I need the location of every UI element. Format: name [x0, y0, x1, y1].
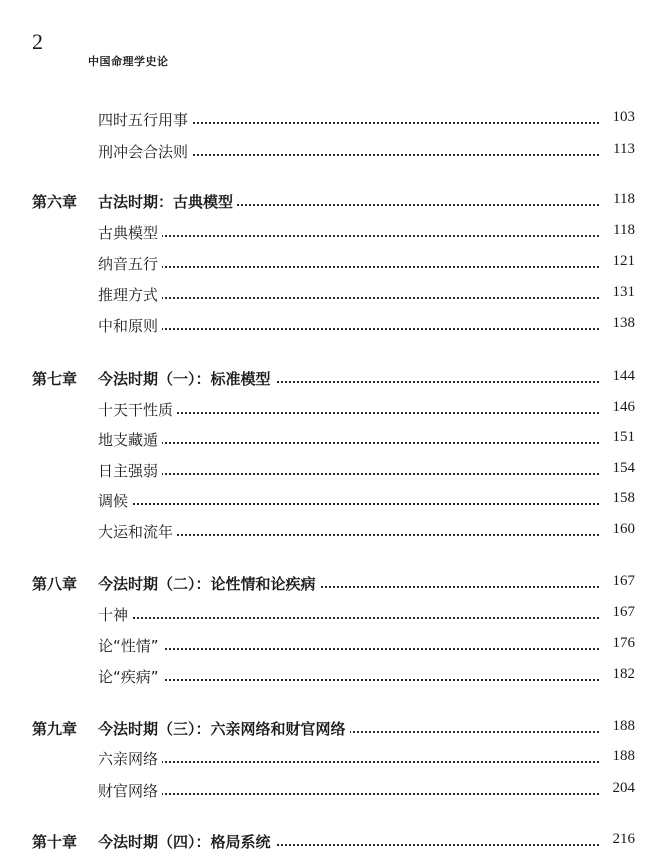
toc-chapter-row [0, 825, 650, 857]
running-header: 中国命理学史论 [88, 55, 169, 68]
page-ref: 182 [600, 666, 635, 683]
chapter-title: 今法时期（一）：标准模型 [98, 368, 275, 389]
toc-section-row [0, 247, 650, 279]
section-title: 财官网络 [98, 780, 162, 801]
section-title: 十神 [98, 604, 132, 625]
toc-section-row [0, 454, 650, 486]
dot-leader [98, 648, 606, 650]
toc-section-row [0, 393, 650, 425]
page-ref: 204 [600, 780, 635, 797]
chapter-title: 今法时期（三）：六亲网络和财官网络 [98, 718, 350, 739]
section-title: 地支藏遁 [98, 429, 162, 450]
chapter-number: 第九章 [32, 720, 78, 738]
toc-section-row [0, 103, 650, 135]
chapter-number: 第七章 [32, 370, 78, 388]
section-title: 刑冲会合法则 [98, 141, 192, 162]
page-ref: 113 [600, 141, 635, 158]
section-title: 古典模型 [98, 222, 162, 243]
page-ref: 167 [600, 573, 635, 590]
dot-leader [98, 679, 606, 681]
dot-leader [98, 793, 606, 795]
section-title: 论“性情” [98, 635, 163, 656]
page-ref: 151 [600, 429, 635, 446]
toc-section-row [0, 309, 650, 341]
section-title: 四时五行用事 [98, 109, 192, 130]
toc-chapter-row [0, 712, 650, 744]
dot-leader [98, 442, 606, 444]
section-title: 日主强弱 [98, 460, 162, 481]
chapter-number: 第八章 [32, 575, 78, 593]
chapter-title: 今法时期（四）：格局系统 [98, 831, 275, 852]
page-ref: 118 [600, 222, 635, 239]
toc-section-row [0, 598, 650, 630]
toc-section-row [0, 629, 650, 661]
toc-section-row [0, 216, 650, 248]
toc-section-row [0, 515, 650, 547]
section-title: 纳音五行 [98, 253, 162, 274]
page-ref: 118 [600, 191, 635, 208]
page-ref: 144 [600, 368, 635, 385]
toc-section-row [0, 742, 650, 774]
toc-section-row [0, 484, 650, 516]
page-ref: 154 [600, 460, 635, 477]
dot-leader [98, 297, 606, 299]
dot-leader [98, 761, 606, 763]
toc-section-row [0, 660, 650, 692]
page-ref: 103 [600, 109, 635, 126]
page-ref: 167 [600, 604, 635, 621]
toc-section-row [0, 774, 650, 806]
page-ref: 146 [600, 399, 635, 416]
chapter-title: 古法时期：古典模型 [98, 191, 237, 212]
chapter-title: 今法时期（二）：论性情和论疾病 [98, 573, 320, 594]
page-number: 2 [32, 29, 43, 54]
dot-leader [98, 503, 606, 505]
section-title: 推理方式 [98, 284, 162, 305]
section-title: 论“疾病” [98, 666, 163, 687]
section-title: 调候 [98, 490, 132, 511]
chapter-number: 第十章 [32, 833, 78, 851]
dot-leader [98, 328, 606, 330]
page-ref: 158 [600, 490, 635, 507]
toc-section-row [0, 423, 650, 455]
toc-chapter-row [0, 362, 650, 394]
toc-section-row [0, 135, 650, 167]
section-title: 中和原则 [98, 315, 162, 336]
chapter-number: 第六章 [32, 193, 78, 211]
dot-leader [98, 266, 606, 268]
page-ref: 216 [600, 831, 635, 848]
page-ref: 188 [600, 748, 635, 765]
page-ref: 121 [600, 253, 635, 270]
page-ref: 138 [600, 315, 635, 332]
page-ref: 188 [600, 718, 635, 735]
dot-leader [98, 473, 606, 475]
toc-chapter-row [0, 567, 650, 599]
page-ref: 160 [600, 521, 635, 538]
toc-section-row [0, 278, 650, 310]
dot-leader [98, 235, 606, 237]
section-title: 大运和流年 [98, 521, 177, 542]
page-ref: 176 [600, 635, 635, 652]
section-title: 六亲网络 [98, 748, 162, 769]
section-title: 十天干性质 [98, 399, 177, 420]
toc-chapter-row [0, 185, 650, 217]
dot-leader [98, 617, 606, 619]
page-ref: 131 [600, 284, 635, 301]
